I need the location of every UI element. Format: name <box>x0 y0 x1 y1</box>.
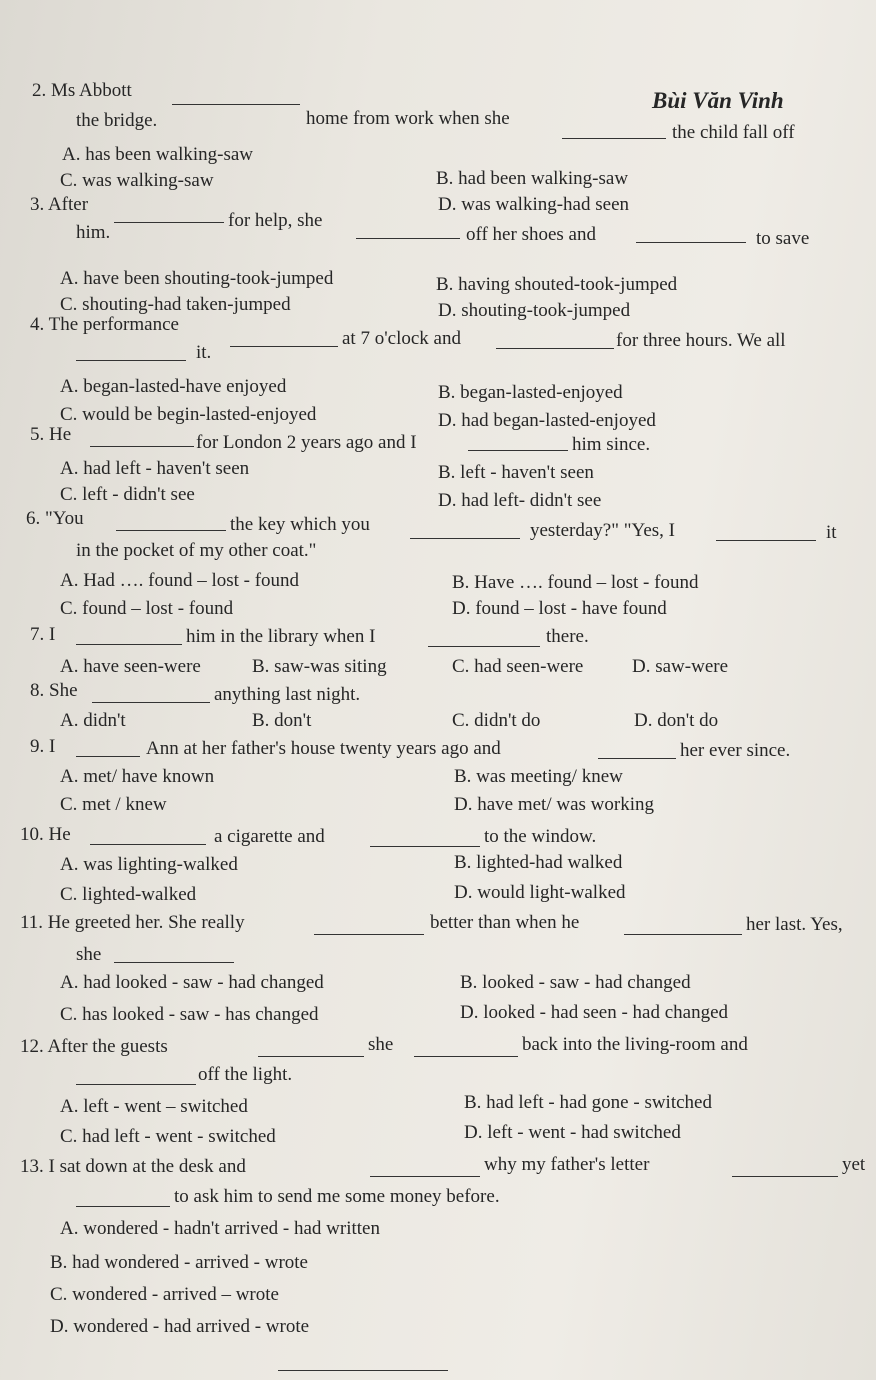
option-a[interactable]: A. began-lasted-have enjoyed <box>60 376 287 397</box>
option-c[interactable]: C. found – lost - found <box>60 598 234 619</box>
option-b[interactable]: B. lighted-had walked <box>454 852 623 873</box>
answer-blank[interactable] <box>370 1176 480 1177</box>
option-d[interactable]: D. don't do <box>634 710 719 731</box>
answer-blank[interactable] <box>562 138 666 139</box>
option-a[interactable]: A. met/ have known <box>60 766 215 787</box>
answer-blank[interactable] <box>76 756 140 757</box>
answer-blank[interactable] <box>636 242 746 243</box>
option-a[interactable]: A. have been shouting-took-jumped <box>60 268 334 289</box>
option-b[interactable]: B. had wondered - arrived - wrote <box>50 1252 308 1273</box>
answer-blank[interactable] <box>76 1084 196 1085</box>
answer-blank[interactable] <box>230 346 338 347</box>
option-c[interactable]: C. shouting-had taken-jumped <box>60 294 291 315</box>
question-4-text: for three hours. We all <box>616 330 786 351</box>
option-c[interactable]: C. had left - went - switched <box>60 1126 276 1147</box>
question-9-stem: 9. I <box>30 736 56 757</box>
option-d[interactable]: D. found – lost - have found <box>452 598 667 619</box>
option-d[interactable]: D. wondered - had arrived - wrote <box>50 1316 310 1337</box>
option-d[interactable]: D. shouting-took-jumped <box>438 300 631 321</box>
option-c[interactable]: C. wondered - arrived – wrote <box>50 1284 279 1305</box>
question-5-text: him since. <box>572 434 651 455</box>
question-6-text: the key which you <box>230 514 370 535</box>
question-4-text: at 7 o'clock and <box>342 328 461 349</box>
question-9-text: Ann at her father's house twenty years ago and <box>146 738 501 759</box>
option-d[interactable]: D. saw-were <box>632 656 729 677</box>
question-3-text: off her shoes and <box>466 224 596 245</box>
option-c[interactable]: C. has looked - saw - has changed <box>60 1004 319 1025</box>
question-4-text: it. <box>196 342 212 363</box>
option-c[interactable]: C. didn't do <box>452 710 541 731</box>
question-12-stem: 12. After the guests <box>20 1036 168 1057</box>
option-a[interactable]: A. wondered - hadn't arrived - had written <box>60 1218 380 1239</box>
answer-blank[interactable] <box>258 1056 364 1057</box>
option-d[interactable]: D. had left- didn't see <box>438 490 602 511</box>
option-d[interactable]: D. left - went - had switched <box>464 1122 681 1143</box>
answer-blank[interactable] <box>624 934 742 935</box>
question-3-text: to save <box>756 228 810 249</box>
answer-blank[interactable] <box>90 446 194 447</box>
option-b[interactable]: B. began-lasted-enjoyed <box>438 382 623 403</box>
question-13-text: why my father's letter <box>484 1154 650 1175</box>
question-6-text: yesterday?" "Yes, I <box>530 520 675 541</box>
question-10-text: to the window. <box>484 826 597 847</box>
option-b[interactable]: B. don't <box>252 710 312 731</box>
option-b[interactable]: B. had left - had gone - switched <box>464 1092 712 1113</box>
question-5-text: for London 2 years ago and I <box>196 432 417 453</box>
question-7-stem: 7. I <box>30 624 56 645</box>
option-d[interactable]: D. have met/ was working <box>454 794 654 815</box>
question-10-text: a cigarette and <box>214 826 325 847</box>
option-d[interactable]: D. was walking-had seen <box>438 194 630 215</box>
option-b[interactable]: B. was meeting/ knew <box>454 766 623 787</box>
option-d[interactable]: D. had began-lasted-enjoyed <box>438 410 656 431</box>
question-6-text: in the pocket of my other coat." <box>76 540 317 561</box>
option-d[interactable]: D. looked - had seen - had changed <box>460 1002 729 1023</box>
question-13-stem: 13. I sat down at the desk and <box>20 1156 246 1177</box>
question-3-text: for help, she <box>228 210 323 231</box>
answer-blank[interactable] <box>116 530 226 531</box>
answer-blank[interactable] <box>716 540 816 541</box>
option-b[interactable]: B. having shouted-took-jumped <box>436 274 678 295</box>
question-5-stem: 5. He <box>30 424 72 445</box>
option-a[interactable]: A. have seen-were <box>60 656 201 677</box>
answer-blank[interactable] <box>114 962 234 963</box>
answer-blank[interactable] <box>732 1176 838 1177</box>
question-2-text: the bridge. <box>76 110 158 131</box>
option-a[interactable]: A. was lighting-walked <box>60 854 238 875</box>
question-11-stem: 11. He greeted her. She really <box>20 912 245 933</box>
answer-blank[interactable] <box>410 538 520 539</box>
question-9-text: her ever since. <box>680 740 791 761</box>
option-c[interactable]: C. left - didn't see <box>60 484 195 505</box>
question-4-stem: 4. The performance <box>30 314 179 335</box>
question-11-text: better than when he <box>430 912 580 933</box>
answer-blank[interactable] <box>114 222 224 223</box>
option-a[interactable]: A. had left - haven't seen <box>60 458 250 479</box>
option-b[interactable]: B. left - haven't seen <box>438 462 594 483</box>
answer-blank[interactable] <box>468 450 568 451</box>
question-2-text: home from work when she <box>306 108 510 129</box>
author-name: Bùi Văn Vinh <box>652 88 784 113</box>
answer-blank[interactable] <box>496 348 614 349</box>
option-c[interactable]: C. had seen-were <box>452 656 584 677</box>
option-c[interactable]: C. met / knew <box>60 794 167 815</box>
answer-blank[interactable] <box>172 104 300 105</box>
question-13-text: to ask him to send me some money before. <box>174 1186 500 1207</box>
question-13-text: yet <box>842 1154 866 1175</box>
option-c[interactable]: C. lighted-walked <box>60 884 197 905</box>
question-3-text: him. <box>76 222 111 243</box>
question-11-text: her last. Yes, <box>746 914 843 935</box>
option-a[interactable]: A. didn't <box>60 710 126 731</box>
question-6-text: it <box>826 522 837 543</box>
question-12-text: she <box>368 1034 394 1055</box>
answer-blank[interactable] <box>428 646 540 647</box>
option-b[interactable]: B. Have …. found – lost - found <box>452 572 699 593</box>
answer-blank[interactable] <box>356 238 460 239</box>
answer-blank[interactable] <box>598 758 676 759</box>
option-c[interactable]: C. would be begin-lasted-enjoyed <box>60 404 317 425</box>
footer-rule <box>278 1370 448 1371</box>
question-2-stem: 2. Ms Abbott <box>32 80 132 101</box>
option-b[interactable]: B. looked - saw - had changed <box>460 972 691 993</box>
question-3-stem: 3. After <box>30 194 89 215</box>
question-8-stem: 8. She <box>30 680 78 701</box>
question-6-stem: 6. "You <box>26 508 84 529</box>
question-7-text: there. <box>546 626 589 647</box>
option-d[interactable]: D. would light-walked <box>454 882 626 903</box>
question-12-text: back into the living-room and <box>522 1034 748 1055</box>
answer-blank[interactable] <box>414 1056 518 1057</box>
option-b[interactable]: B. had been walking-saw <box>436 168 629 189</box>
answer-blank[interactable] <box>370 846 480 847</box>
answer-blank[interactable] <box>92 702 210 703</box>
option-a[interactable]: A. left - went – switched <box>60 1096 248 1117</box>
question-8-text: anything last night. <box>214 684 361 705</box>
answer-blank[interactable] <box>76 1206 170 1207</box>
option-a[interactable]: A. has been walking-saw <box>62 144 254 165</box>
question-10-stem: 10. He <box>20 824 71 845</box>
answer-blank[interactable] <box>314 934 424 935</box>
answer-blank[interactable] <box>76 360 186 361</box>
question-12-text: off the light. <box>198 1064 293 1085</box>
option-a[interactable]: A. had looked - saw - had changed <box>60 972 324 993</box>
question-7-text: him in the library when I <box>186 626 376 647</box>
question-11-text: she <box>76 944 102 965</box>
question-2-text: the child fall off <box>672 122 795 143</box>
option-c[interactable]: C. was walking-saw <box>60 170 214 191</box>
answer-blank[interactable] <box>76 644 182 645</box>
option-b[interactable]: B. saw-was siting <box>252 656 387 677</box>
answer-blank[interactable] <box>90 844 206 845</box>
option-a[interactable]: A. Had …. found – lost - found <box>60 570 300 591</box>
